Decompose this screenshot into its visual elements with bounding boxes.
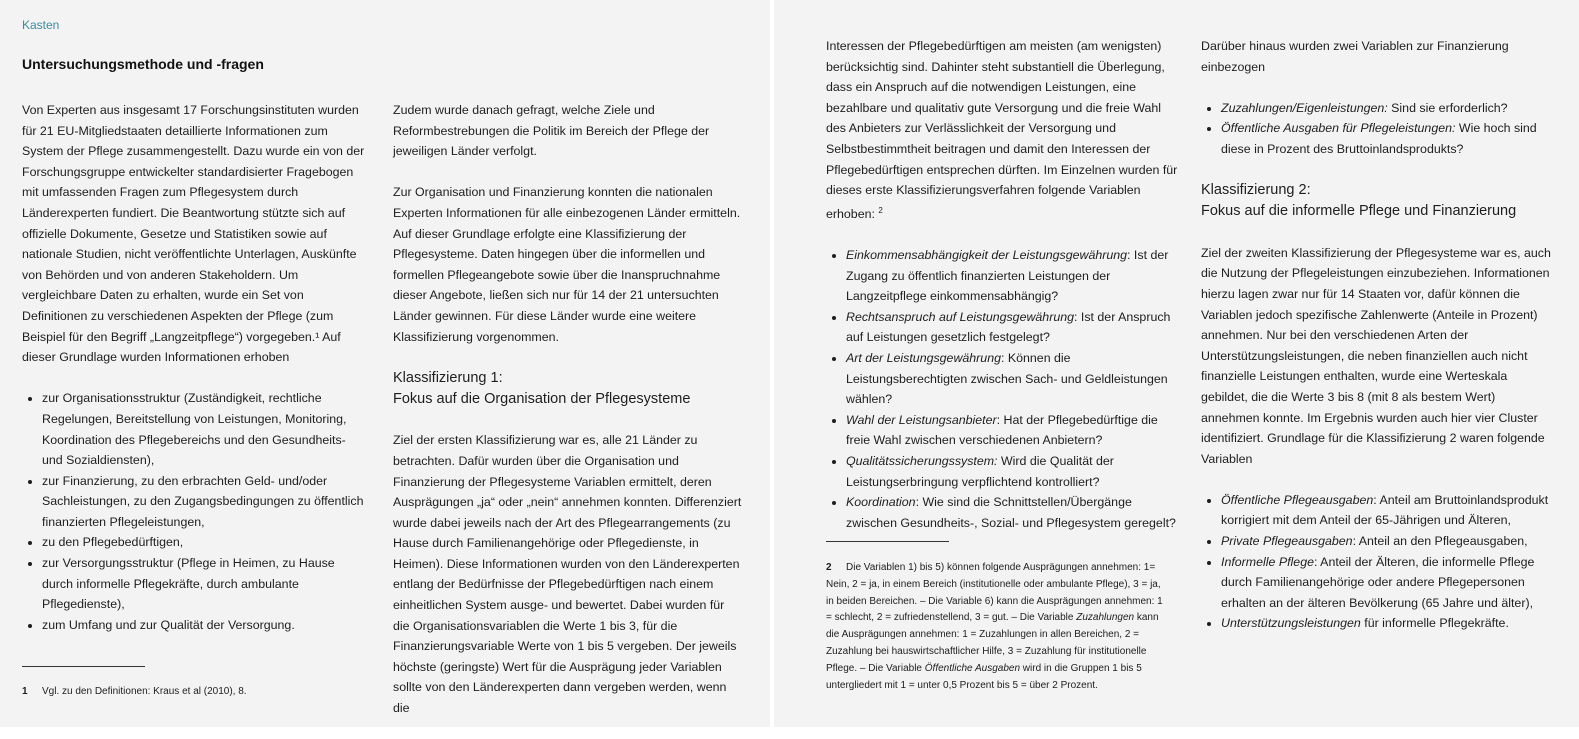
variable-text: Wie hoch sind diese in Prozent des Bruttoinlandsprodukts? [1221,121,1537,156]
paragraph: Zudem wurde danach gefragt, welche Ziele und Reformbestrebungen die Politik im Bereich der Pflege der jeweiligen Länder verfolgt. [393,103,710,159]
variable-term: Rechtsanspruch auf Leistungsgewährung [846,309,1074,324]
variable-text: : Ist der Zugang zu öffentlich finanzierten Leistungen der Langzeitpflege einkommensabhängig? [846,248,1169,304]
variable-term: Informelle Pflege [1221,554,1314,569]
list-item [846,410,1178,451]
footnote-ref: 2 [878,205,883,215]
column-1 [22,100,368,656]
footnote-divider [826,541,949,542]
paragraph [826,36,1178,224]
list-item: • zur Finanzierung, zu den erbrachten Geld- und/oder Sachleistungen, zu den Zugangsbedingungen zu öffentlich finanzierten Pflegeleistungen, [42,471,368,533]
list-item [846,245,1178,307]
variable-term: Art der Leistungsgewährung [846,351,1001,366]
variable-text: Sind sie erforderlich? [1387,100,1508,115]
footnote-text: Vgl. zu den Definitionen: Kraus et al (2010), 8. [42,686,247,697]
variable-list [826,245,1178,533]
list-item [1221,118,1553,159]
footnote-emphasis: Zuzahlungen [1076,612,1135,624]
variable-text: : Anteil an den Pflegeausgaben, [1352,534,1528,549]
footnote-1 [22,684,362,701]
column-3 [826,36,1178,554]
heading-line: Klassifizierung 1: [393,369,503,386]
paragraph-text: Interessen der Pflegebedürftigen am meisten (am wenigsten) berücksichtig sind. Dahinter steht substantiell die Überlegung, dass ein Anspruch auf die notwendigen Leistungen, eine bezahlbare und qualitativ gute Versorgung und die freie Wahl des Anbieters zur Verlässlichkeit der Versorgung und Selbstbestimmtheit beitragen und damit den Interessen der Pflegebedürftigen entsprechen dürften. Im Einzelnen wurden für dieses erste Klassifizierungsverfahren folgende Variablen erhoben: [826,39,1178,221]
column-4 [1201,36,1553,655]
footnote-text: kann die Ausprägungen annehmen: 1 = Zuzahlungen in allen Bereichen, 2 = Zuzahlung bei hauswirtschaftlicher Hilfe, 3 = Zuzahlung für institutionelle Pflege. – Die Variable [826,612,1159,674]
variable-text: : Ist der Anspruch auf Leistungen gesetzlich festgelegt? [846,309,1171,345]
variable-text: : Hat der Pflegebedürftige die freie Wahl zwischen verschiedenen Anbietern? [846,412,1158,448]
list-item [1221,552,1553,614]
section-kicker: Kasten [22,18,60,32]
intro-paragraph: Von Experten aus insgesamt 17 Forschungsinstituten wurden für 21 EU-Mitgliedstaaten detaillierte Informationen zum System der Pflege zusammengestellt. Dazu wurde ein von der Forschungsgruppe entwickelter standardisierter Fragebogen mit umfassenden Fragen zum Pflegesystem durch Länderexperten fundiert. Die Beantwortung stützte sich auf offizielle Dokumente, Gesetze und Statistiken sowie auf nationale Studien, nicht veröffentlichte Unterlagen, Auskünfte von Behörden und von anderen Stakeholdern. Um vergleichbare Daten zu erhalten, wurde ein Set von Definitionen zu verschiedenen Aspekten der Pflege (zum Beispiel für den Begriff „Langzeitpflege“) vorgegeben.¹ Auf dieser Grundlage wurden Informationen erhoben [22,103,365,365]
variable-text: : Anteil der Älteren, die informelle Pflege durch Familienangehörige oder andere Pflegepersonen erhalten an der älteren Bevölkerung (65 Jahre und älter), [1221,554,1535,610]
list-item [1221,613,1553,634]
column-2 [393,100,743,739]
variable-term: Zuzahlungen/Eigenleistungen: [1221,100,1388,115]
heading-line: Klassifizierung 2: [1201,182,1311,199]
variable-term: Private Pflegeausgaben [1221,534,1353,549]
paragraph: Darüber hinaus wurden zwei Variablen zur Finanzierung einbezogen [1201,39,1509,74]
section-heading-klassifizierung-2 [1201,180,1553,222]
financing-variable-list [1201,98,1553,160]
list-item [1221,98,1553,119]
list-item: • zur Organisationsstruktur (Zuständigkeit, rechtliche Regelungen, Bereitstellung von Leistungen, Monitoring, Koordination des Pflegebereichs und den Gesundheits- und Sozialdiensten), [42,388,368,470]
list-item [1221,531,1553,552]
footnote-emphasis: Öffentliche Ausgaben [924,662,1021,674]
variable-text: : Können die Leistungsberechtigten zwischen Sach- und Geldleistungen wählen? [846,351,1168,407]
footnote-number: 1 [22,686,28,697]
footnote-2 [826,560,1166,694]
variable-term: Qualitätssicherungssystem: [846,454,998,468]
page-title: Untersuchungsmethode und -fragen [22,56,264,72]
variable-term: Koordination [846,495,916,510]
list-item [846,307,1178,348]
list-item [846,492,1178,533]
list-item [1221,490,1553,531]
section-heading-klassifizierung-1 [393,368,743,410]
information-list [22,388,368,635]
footnote-divider [22,666,145,667]
classification-2-variable-list [1201,490,1553,634]
list-item: • zur Versorgungsstruktur (Pflege in Heimen, zu Hause durch informelle Pflegekräfte, durch ambulante Pflegedienste), [42,553,368,615]
list-item [846,348,1178,410]
paragraph: Ziel der zweiten Klassifizierung der Pflegesysteme war es, auch die Nutzung der Pflegeleistungen einzubeziehen. Informationen hierzu lagen zwar nur für 14 Staaten vor, dafür können die Variablen jedoch spezifische Zahlenwerte (Anteile in Prozent) annehmen. Nur bei den verschiedenen Arten der Unterstützungsleistungen, die neben finanziellen auch nicht finanzielle Leistungen enthalten, wurde eine Werteskala gebildet, die die Werte 3 bis 8 (mit 8 als bestem Wert) annehmen konnte. Im Ergebnis wurden auch hier vier Cluster identifiziert. Grundlage für die Klassifizierung 2 waren folgende Variablen [1201,245,1551,466]
heading-line: Fokus auf die informelle Pflege und Finanzierung [1201,203,1517,220]
variable-text: : Anteil am Bruttoinlandsprodukt korrigiert mit dem Anteil der 65-Jährigen und Älteren, [1221,492,1549,528]
variable-term: Wahl der Leistungsanbieter [846,412,997,427]
variable-term: Öffentliche Pflegeausgaben [1221,492,1374,507]
variable-text: Wird die Qualität der Leistungserbringung verpflichtend kontrolliert? [846,454,1114,489]
variable-text: für informelle Pflegekräfte. [1360,616,1509,631]
footnote-text: wird in die Gruppen 1 bis 5 untergliedert mit 1 = unter 0,5 Prozent bis 5 = über 2 Prozent. [826,662,1142,691]
variable-term: Unterstützungsleistungen [1221,616,1361,631]
variable-term: Öffentliche Ausgaben für Pflegeleistungen: [1221,121,1456,136]
footnote-text: Die Variablen 1) bis 5) können folgende Ausprägungen annehmen: 1= Nein, 2 = ja, in einem Bereich (institutionelle oder ambulante Pflege), 3 = ja, in beiden Bereichen. – Die Variable 6) kann die Ausprägungen annehmen: 1 = schlecht, 2 = zufriedenstellend, 3 = gut. – Die Variable [826,562,1163,624]
variable-term: Einkommensabhängigkeit der Leistungsgewährung [846,248,1128,263]
paragraph: Zur Organisation und Finanzierung konnten die nationalen Experten Informationen für alle einbezogenen Länder ermitteln. Auf dieser Grundlage erfolgte eine Klassifizierung der Pflegesysteme. Daten hingegen über die informellen und formellen Pflegeangebote sowie über die Inanspruchnahme dieser Angebote, ließen sich nur für 14 der 21 untersuchten Länder gewinnen. Für diese Länder wurde eine weitere Klassifizierung vorgenommen. [393,185,741,344]
list-item [846,451,1178,492]
paragraph: Ziel der ersten Klassifizierung war es, alle 21 Länder zu betrachten. Dafür wurden über die Organisation und Finanzierung der Pflegesysteme Variablen ermittelt, deren Ausprägungen „ja“ oder „nein“ annehmen konnten. Differenziert wurde dabei jeweils nach der Art des Pflegearrangements (zu Hause durch Familienangehörige oder Pflegedienste, in Heimen). Diese Informationen wurden von den Länderexperten entlang der Bedürfnisse der Pflegebedürftigen nach einem einheitlichen System ausge- und bewertet. Dabei wurden für die Organisationsvariablen die Werte 1 bis 3, für die Finanzierungsvariable Werte von 1 bis 5 vergeben. Der jeweils höchste (geringste) Wert für die Ausprägung jeder Variablen sollte von den Länderexperten dann vergeben werden, wenn die [393,433,742,716]
list-item: • zum Umfang und zur Qualität der Versorgung. [42,615,368,636]
list-item: • zu den Pflegebedürftigen, [42,532,368,553]
heading-line: Fokus auf die Organisation der Pflegesysteme [393,390,691,407]
variable-text: : Wie sind die Schnittstellen/Übergänge zwischen Gesundheits-, Sozial- und Pflegesystem geregelt? [846,495,1176,530]
footnote-number: 2 [826,562,832,573]
